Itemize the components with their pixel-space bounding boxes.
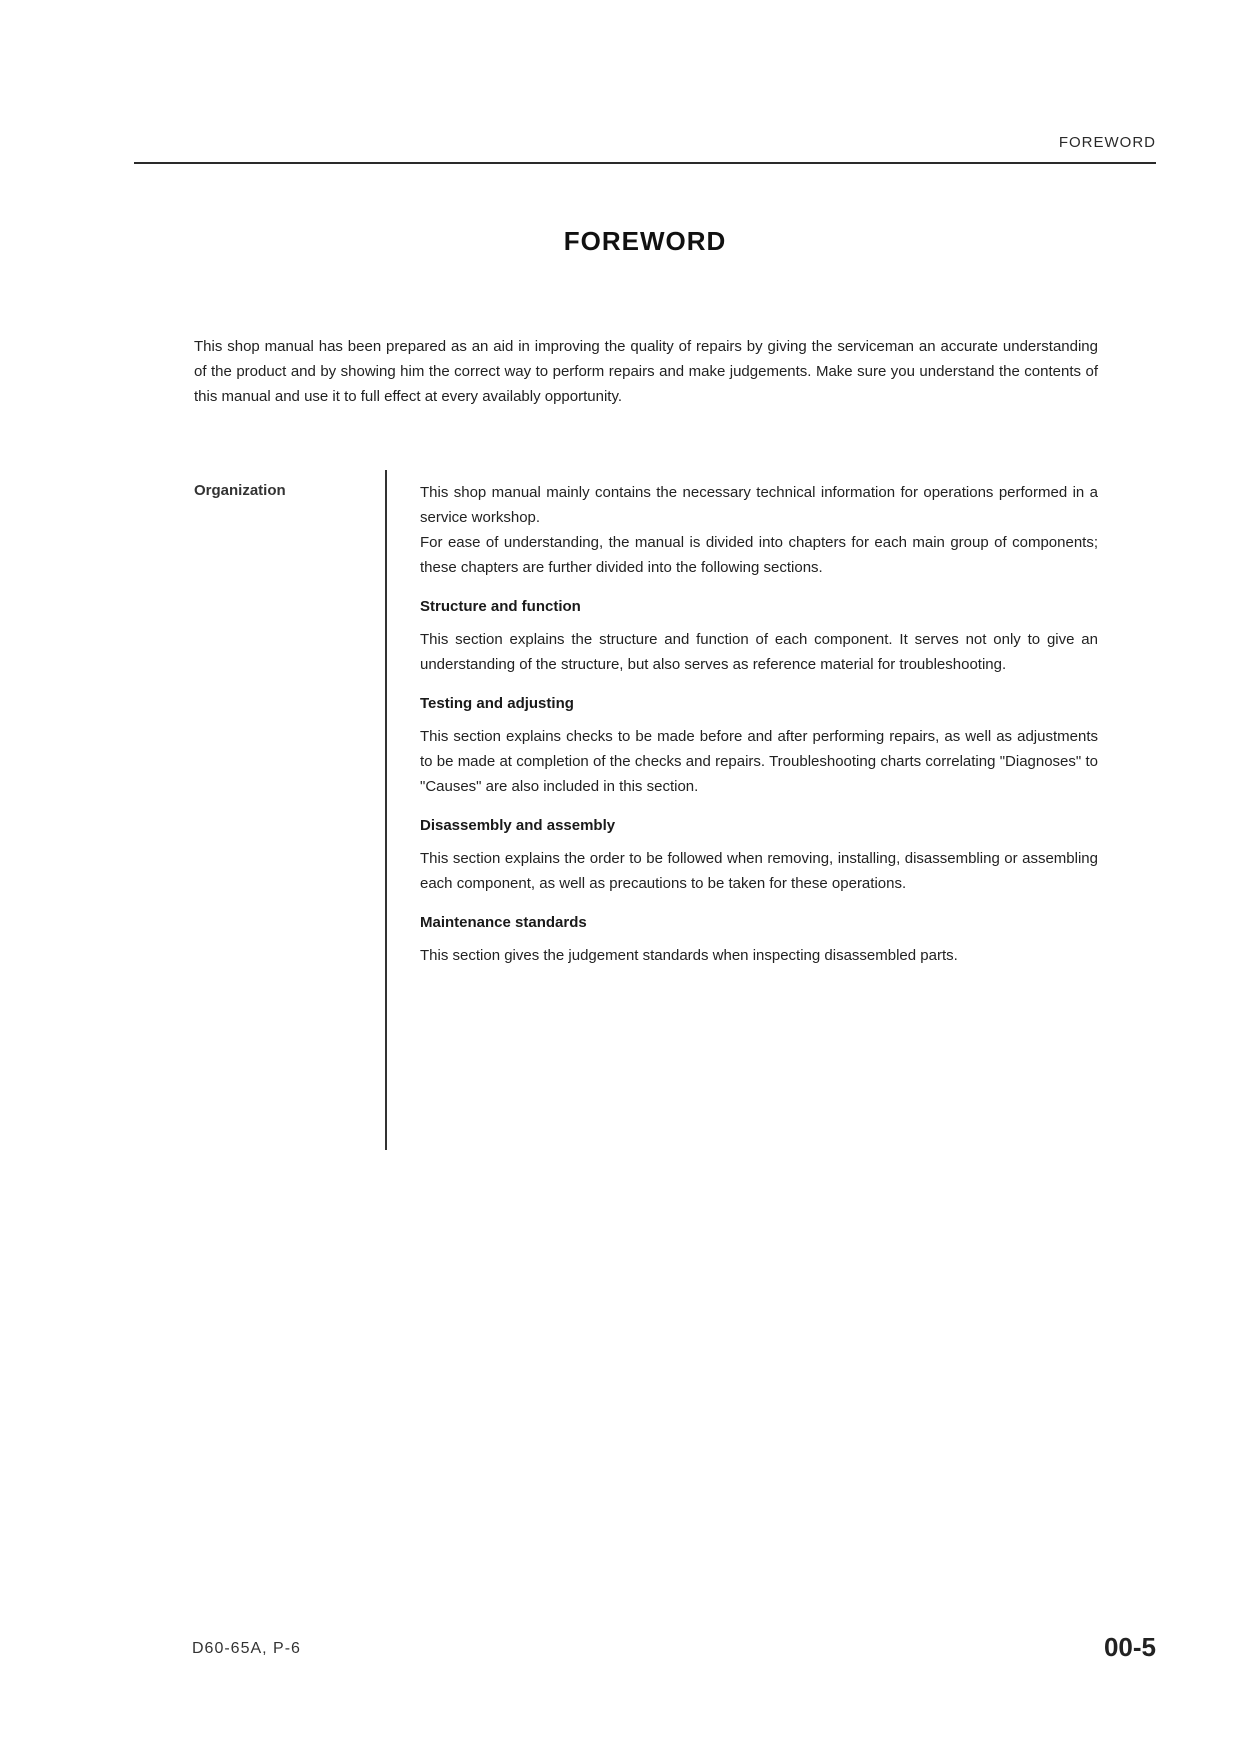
section-maintenance-standards	[420, 910, 1098, 968]
section-testing-and-adjusting	[420, 691, 1098, 799]
section-text: This section explains the structure and function of each component. It serves not only to give an understanding of the structure, but also serves as reference material for troubleshooting.	[420, 631, 1098, 673]
section-title: Structure and function	[420, 598, 581, 615]
organization-label: Organization	[194, 482, 286, 499]
organization-body	[420, 480, 1098, 968]
section-text: This section explains checks to be made before and after performing repairs, as well as adjustments to be made at completion of the checks and repairs. Troubleshooting charts correlating "Diagnoses" to "Causes" are also included in this section.	[420, 728, 1098, 795]
section-title: Testing and adjusting	[420, 695, 574, 712]
organization-paragraph-2: For ease of understanding, the manual is divided into chapters for each main group of components; these chapters are further divided into the following sections.	[420, 534, 1098, 576]
header-rule	[134, 162, 1156, 164]
footer-model: D60-65A, P-6	[192, 1640, 301, 1657]
section-structure-and-function	[420, 594, 1098, 677]
section-title: Disassembly and assembly	[420, 817, 616, 834]
section-title: Maintenance standards	[420, 914, 587, 931]
section-disassembly-and-assembly	[420, 813, 1098, 896]
page-title: FOREWORD	[563, 226, 727, 256]
page-number: 00-5	[1103, 1632, 1156, 1662]
section-text: This section gives the judgement standards when inspecting disassembled parts.	[420, 947, 958, 964]
organization-paragraph-1: This shop manual mainly contains the necessary technical information for operations performed in a service workshop.	[420, 484, 1098, 526]
organization-divider	[385, 470, 387, 1150]
intro-paragraph: This shop manual has been prepared as an aid in improving the quality of repairs by giving the serviceman an accurate understanding of the product and by showing him the correct way to perform repairs and make judgements. Make sure you understand the contents of this manual and use it to full effect at every availably opportunity.	[194, 338, 1098, 405]
running-header: FOREWORD	[1058, 134, 1156, 151]
section-text: This section explains the order to be followed when removing, installing, disassembling or assembling each component, as well as precautions to be taken for these operations.	[420, 850, 1098, 892]
